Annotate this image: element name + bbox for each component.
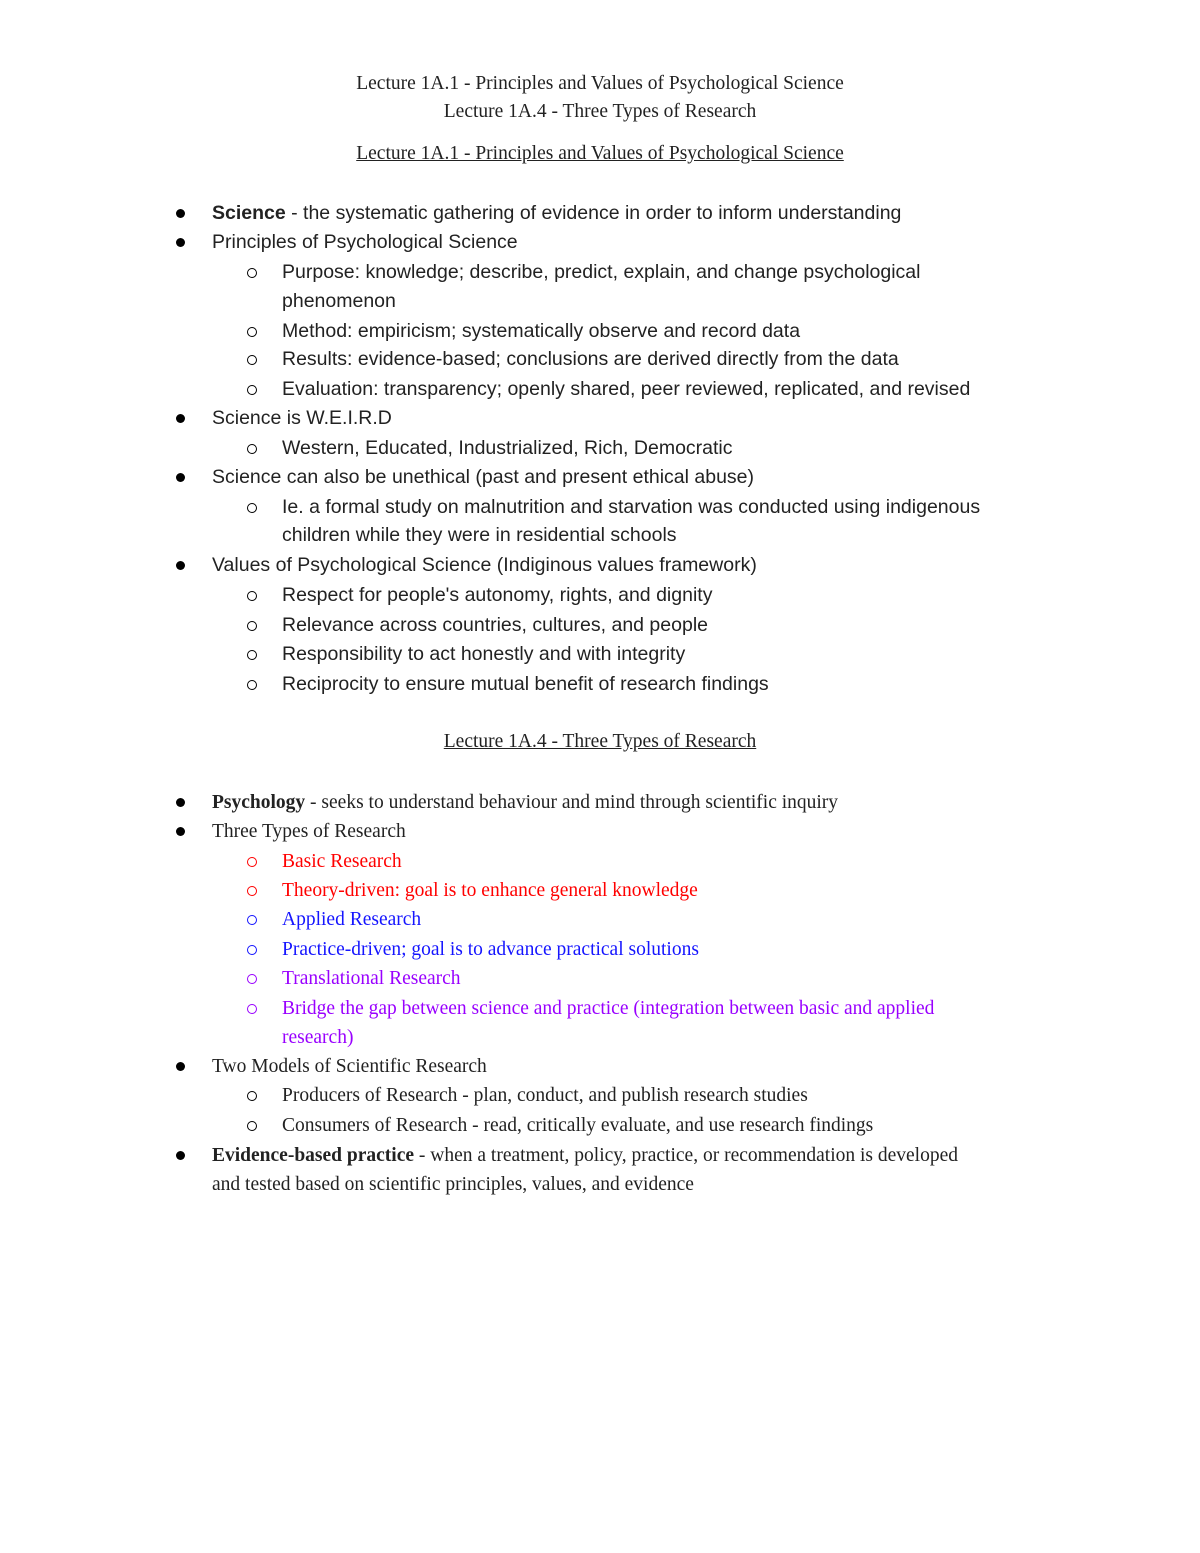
bullet-disc-icon — [176, 561, 185, 570]
basic-desc-text: Theory-driven: goal is to enhance general knowledge — [282, 880, 698, 901]
relevance-text: Relevance across countries, cultures, and people — [282, 614, 708, 636]
evaluation-text: Evaluation: transparency; openly shared, peer reviewed, replicated, and revised — [282, 378, 971, 400]
bullet-circle-icon — [247, 680, 257, 690]
section1-heading: Lecture 1A.1 - Principles and Values of Psychological Science — [356, 143, 844, 164]
header-line-2: Lecture 1A.4 - Three Types of Research — [443, 101, 757, 122]
bullet-circle-icon — [247, 945, 257, 955]
bullet-disc-icon — [176, 209, 185, 218]
term-evidence-based-practice: Evidence-based practice — [212, 1145, 415, 1166]
values-text: Values of Psychological Science (Indiginous values framework) — [212, 554, 757, 576]
header-line-1: Lecture 1A.1 - Principles and Values of Psychological Science — [356, 73, 844, 94]
bullet-circle-icon — [247, 915, 257, 925]
bullet-circle-icon — [247, 1091, 257, 1101]
results-text: Results: evidence-based; conclusions are derived directly from the data — [282, 348, 899, 370]
purpose-line-2: phenomenon — [282, 290, 396, 312]
purpose-line-1: Purpose: knowledge; describe, predict, explain, and change psychological — [282, 261, 921, 283]
bullet-circle-icon — [247, 1121, 257, 1131]
bullet-circle-icon — [247, 886, 257, 896]
basic-text: Basic Research — [282, 851, 402, 872]
weird-text: Science is W.E.I.R.D — [212, 407, 392, 429]
bullet-circle-icon — [247, 327, 257, 337]
bullet-disc-icon — [176, 1151, 185, 1160]
translational-text: Translational Research — [282, 968, 461, 989]
bullet-circle-icon — [247, 591, 257, 601]
consumers-text: Consumers of Research - read, critically evaluate, and use research findings — [282, 1115, 874, 1136]
two-models-text: Two Models of Scientific Research — [212, 1056, 487, 1077]
principles-text: Principles of Psychological Science — [212, 231, 518, 253]
responsibility-text: Responsibility to act honestly and with integrity — [282, 643, 686, 665]
bullet-circle-icon — [247, 268, 257, 278]
bullet-circle-icon — [247, 650, 257, 660]
bullet-circle-icon — [247, 444, 257, 454]
bullet-circle-icon — [247, 974, 257, 984]
translational-desc-line-1: Bridge the gap between science and practice (integration between basic and applied — [282, 998, 935, 1019]
bullet-circle-icon — [247, 503, 257, 513]
section2-heading: Lecture 1A.4 - Three Types of Research — [443, 731, 757, 752]
reciprocity-text: Reciprocity to ensure mutual benefit of research findings — [282, 673, 769, 695]
respect-text: Respect for people's autonomy, rights, and dignity — [282, 584, 713, 606]
ebp-definition-line-1: - when a treatment, policy, practice, or recommendation is developed — [414, 1145, 958, 1166]
ebp-definition-line-2: and tested based on scientific principles, values, and evidence — [212, 1174, 694, 1195]
bullet-disc-icon — [176, 827, 185, 836]
term-psychology: Psychology — [212, 792, 306, 813]
unethical-sub-line-2: children while they were in residential schools — [282, 524, 677, 546]
bullet-circle-icon — [247, 621, 257, 631]
bullet-disc-icon — [176, 238, 185, 247]
psychology-definition: - seeks to understand behaviour and mind through scientific inquiry — [305, 792, 839, 813]
applied-text: Applied Research — [282, 909, 422, 930]
unethical-sub-line-1: Ie. a formal study on malnutrition and starvation was conducted using indigenous — [282, 496, 981, 518]
science-definition: - the systematic gathering of evidence in order to inform understanding — [285, 202, 902, 224]
unethical-text: Science can also be unethical (past and present ethical abuse) — [212, 466, 755, 488]
bullet-disc-icon — [176, 1062, 185, 1071]
bullet-disc-icon — [176, 473, 185, 482]
applied-desc-text: Practice-driven; goal is to advance practical solutions — [282, 939, 699, 960]
bullet-circle-icon — [247, 857, 257, 867]
bullet-disc-icon — [176, 414, 185, 423]
method-text: Method: empiricism; systematically observe and record data — [282, 320, 801, 342]
bullet-disc-icon — [176, 798, 185, 807]
translational-desc-line-2: research) — [282, 1027, 354, 1048]
bullet-circle-icon — [247, 355, 257, 365]
producers-text: Producers of Research - plan, conduct, and publish research studies — [282, 1085, 808, 1106]
three-types-text: Three Types of Research — [212, 821, 406, 842]
bullet-circle-icon — [247, 385, 257, 395]
weird-sub-text: Western, Educated, Industrialized, Rich, Democratic — [282, 437, 733, 459]
term-science: Science — [212, 202, 286, 224]
bullet-circle-icon — [247, 1004, 257, 1014]
